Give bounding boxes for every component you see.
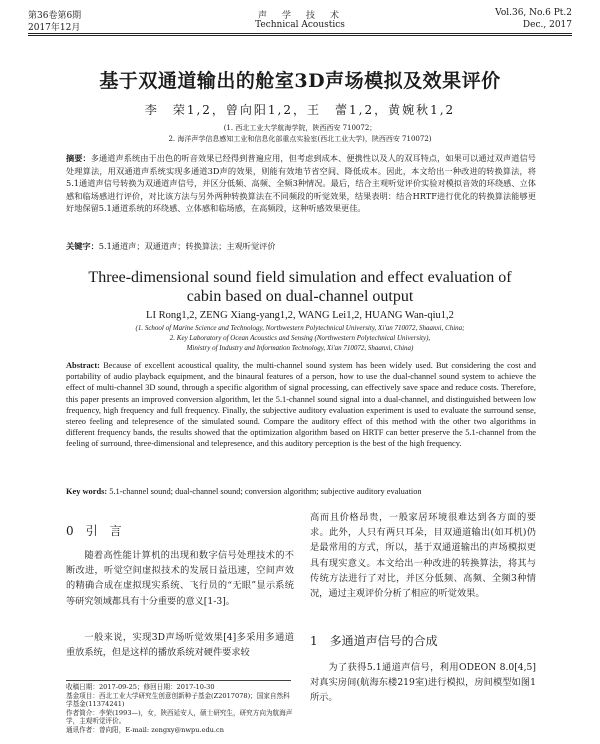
header-journal-cn: 声 学 技 术	[257, 11, 342, 21]
affiliation-en-2: 2. Key Laboratory of Ocean Acoustics and Sensing (Northwestern Polytechnical University),	[169, 334, 431, 342]
authors-cn: 李 荣1,2，曾向阳1,2，王 蕾1,2，黄婉秋1,2	[144, 103, 456, 117]
header-volume-cn: 第36卷第6期	[28, 11, 82, 21]
header-volume-en: Vol.36, No.6 Pt.2	[495, 8, 572, 18]
affiliation-en-3: Ministry of Industry and Information Technology, Xi'an 710072, Shaanxi, China)	[186, 344, 414, 352]
keywords-en-text: 5.1-channel sound; dual-channel sound; conversion algorithm; subjective auditory evaluation	[109, 487, 422, 496]
footnote-corresponding: 通讯作者：曾向阳，E-mail: zengxy@nwpu.edu.cn	[66, 725, 224, 734]
footnote-received: 收稿日期：2017-09-25；修回日期：2017-10-30	[66, 683, 215, 691]
abstract-cn-text: 多通道声系统由于出色的听音效果已经得到普遍应用，但考虑到成本、便携性以及人的双耳特点，如果可以通过双声道信号处理算法，用双通道声系统实现多通道3D声的效果，则能有效地节省空间、降低成本。因此，本文给出一种改进的转换算法，将5.1通道声信号转换为双通道声信号，并区分低频、高频、全频3种情况。最后，结合主观听觉评价实验对模拟音效的环绕感、立体感和临场感进行评价，对比该方法与另外两种转换算法在不同频段的听觉效果，结果表明：结合HRTF进行优化的转换算法能够更好地保留5.1通道系统的环绕感、立体感和临场感，在高频段，这种听感效果更佳。	[66, 153, 536, 213]
paper-title-cn: 基于双通道输出的舱室3D声场模拟及效果评价	[99, 70, 501, 92]
keywords-en-label: Key words:	[66, 487, 108, 496]
affiliation-cn-1: (1. 西北工业大学航海学院，陕西西安 710072；	[223, 124, 377, 132]
header-rule-thin	[28, 35, 572, 36]
footnote-rule	[66, 680, 291, 681]
footnote-funding: 基金项目：西北工业大学研究生创意创新种子基金(Z2017078)；国家自然科学基金(11374241)	[66, 691, 290, 709]
header-date-cn: 2017年12月	[28, 23, 81, 33]
paper-title-en-line1: Three-dimensional sound field simulation and effect evaluation of	[88, 269, 512, 286]
affiliation-cn-2: 2. 海洋声学信息感知工业和信息化部重点实验室(西北工业大学)，陕西西安 710072)	[168, 135, 432, 143]
keywords-cn	[66, 241, 536, 252]
abstract-en-label: Abstract:	[66, 361, 100, 370]
header-journal-en: Technical Acoustics	[255, 20, 345, 30]
section-0-paragraph-2: 一般来说，实现3D声场听觉效果[4]多采用多通道重放系统，但是这样的播放系统对硬件要求较	[66, 632, 294, 659]
authors-en: LI Rong1,2, ZENG Xiang-yang1,2, WANG Lei1,2, HUANG Wan-qiu1,2	[146, 310, 454, 321]
section-0-heading: 0 引 言	[66, 524, 122, 538]
abstract-en	[66, 360, 536, 450]
section-0-paragraph-1: 随着高性能计算机的出现和数字信号处理技术的不断改进，听觉空间虚拟技术的发展日益迅速，空间声效的精确合成在虚拟现实系统、飞行员的“无眼”显示系统等研究领域都具有十分重要的意义[1-3]。	[66, 550, 294, 607]
abstract-cn	[66, 152, 536, 215]
abstract-en-text: Because of excellent acoustical quality, the multi-channel sound system has been widely used. But considering the cost and portability of audio playback equipment, and the binaural features of a person, how to use the dual-channel sound system to achieve the effect of multi-channel 3D sound, through a specific algorithm of signal processing, can effectively save space and reduce costs. Therefore, this paper presents an improved conversion algorithm, let the 5.1-channel sound signal into a dual-channel, and distinguished between low frequency, high frequency and full frequency. Finally, the subjective auditory evaluation experiment is used to evaluate the surround sense, stereo feeling and telepresence of the simulated sound. Compare the auditory effect of this method with the other two algorithms in different frequency bands, the results showed that the optimization algorithm based on HRTF can better preserve the 5.1-channel from the feeling of surround, three-dimensional and telepresence, and this auditory perception is the best of the high frequency.	[66, 361, 536, 449]
affiliation-en-1: (1. School of Marine Science and Technology, Northwestern Polytechnical University, Xi'an 710072, Shaanxi, China;	[135, 324, 465, 332]
keywords-cn-label: 关键字：	[66, 241, 99, 251]
keywords-en	[66, 487, 536, 496]
header-rule	[28, 33, 572, 34]
paper-title-en	[0, 268, 600, 306]
abstract-cn-label: 摘要：	[66, 153, 91, 163]
header-date-en: Dec., 2017	[522, 20, 572, 30]
keywords-cn-text: 5.1通道声；双通道声；转换算法；主观听觉评价	[98, 241, 276, 251]
section-1-heading: 1 多通道声信号的合成	[310, 634, 438, 648]
paper-title-en-line2: cabin based on dual-channel output	[186, 288, 414, 305]
footnote-author-bio: 作者简介：李荣(1993—)，女，陕西延安人，硕士研究生，研究方向为航海声学，主观听觉评价。	[66, 708, 293, 726]
section-1-paragraph-1: 为了获得5.1通道声信号，利用ODEON 8.0[4,5]对真实房间(航海东楼219室)进行模拟，房间模型如图1所示。	[310, 662, 536, 704]
footnotes	[66, 683, 294, 735]
right-column-paragraph-1: 高而且价格昂贵，一般家居环境很难达到各方面的要求。此外，人只有两只耳朵，目双通道输出(如耳机)仍是最常用的方式，所以，基于双通道输出的声场模拟更具有现实意义。本文给出一种改进的转换算法，将其与传统方法进行了对比，并区分低频、高频、全频3种情况，通过主观评价分析了相应的听觉效果。	[310, 512, 536, 600]
